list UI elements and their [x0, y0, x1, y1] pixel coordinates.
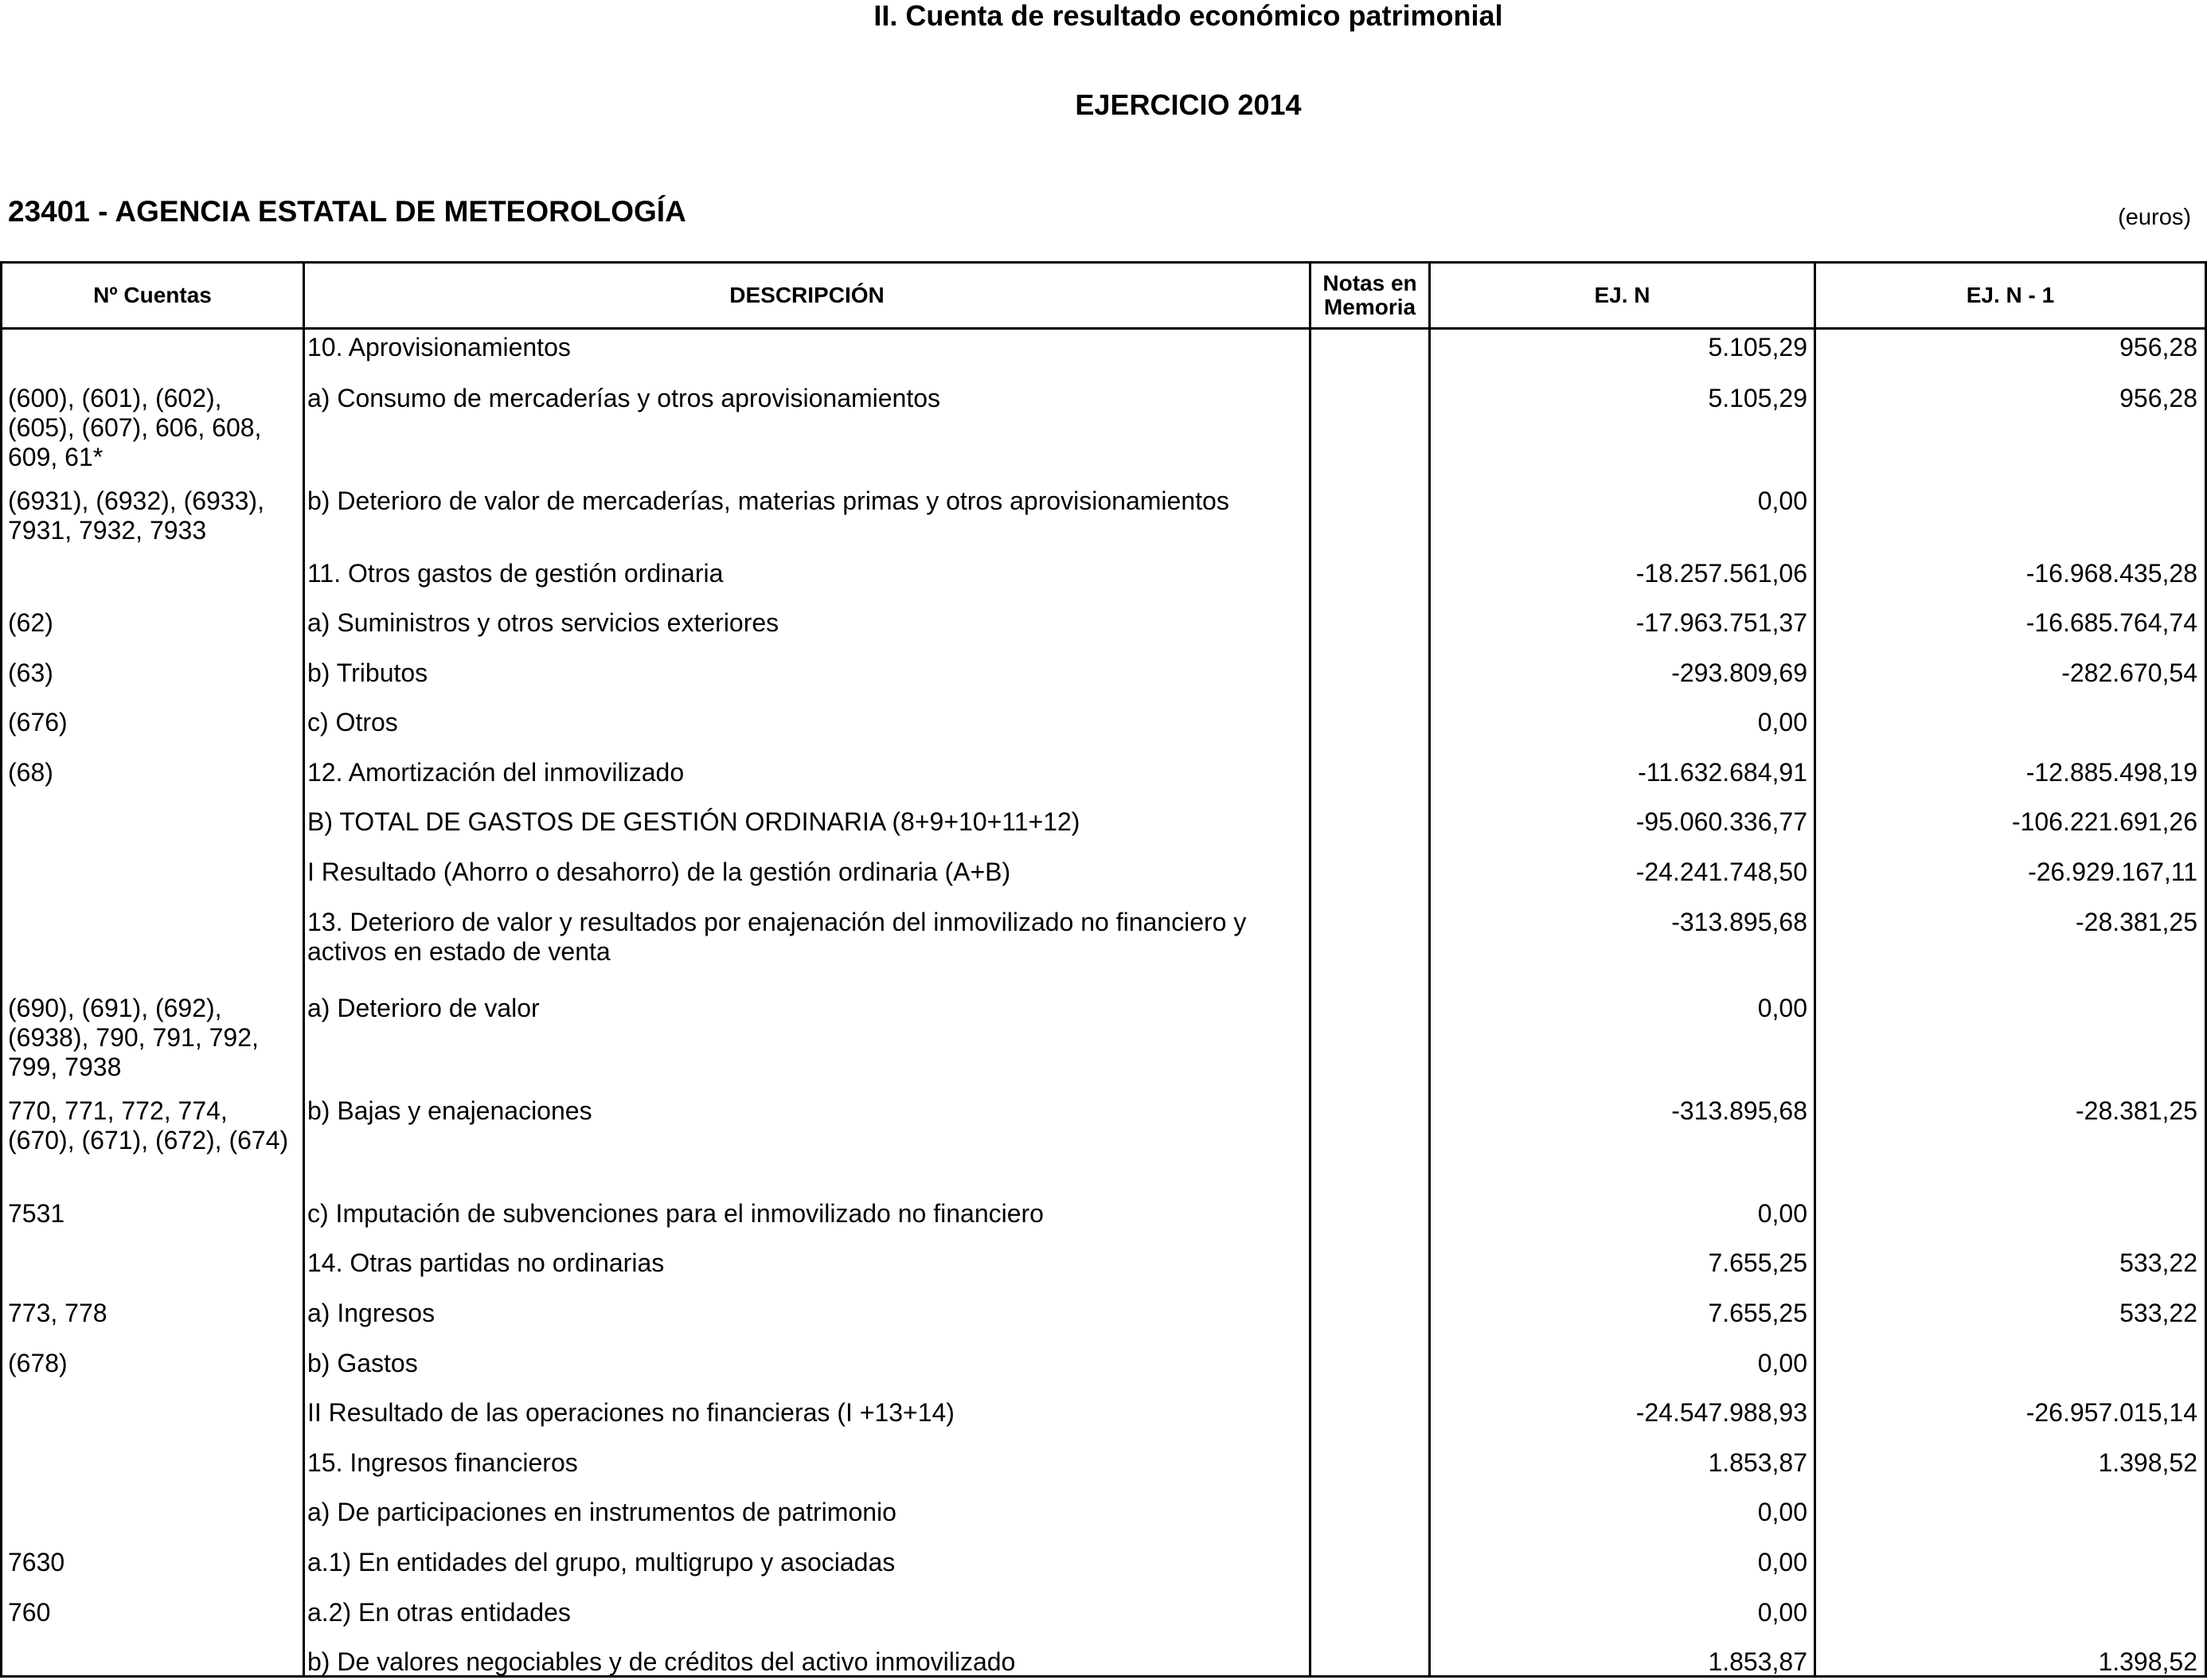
current-year-value: 0,00 — [1757, 486, 1807, 515]
header-current-year: EJ. N — [1594, 283, 1650, 307]
previous-year-value: -26.957.015,14 — [2025, 1398, 2197, 1427]
report-fiscal-year: EJERCICIO 2014 — [1075, 88, 1302, 121]
row-description: c) Otros — [307, 708, 398, 736]
current-year-value: -95.060.336,77 — [1635, 807, 1807, 836]
account-codes: (676) — [8, 708, 68, 736]
account-codes: (63) — [8, 658, 53, 687]
account-codes: (62) — [8, 608, 53, 637]
row-description: II Resultado de las operaciones no financieras (I +13+14) — [307, 1398, 955, 1427]
header-notes-line2: Memoria — [1323, 295, 1416, 319]
column-divider — [303, 264, 305, 1675]
current-year-value: 1.853,87 — [1708, 1448, 1807, 1477]
previous-year-value: -282.670,54 — [2061, 658, 2197, 687]
row-description: 10. Aprovisionamientos — [307, 333, 571, 361]
current-year-value: 5.105,29 — [1708, 384, 1807, 412]
column-divider — [1814, 264, 1816, 1675]
row-description: a) Deterioro de valor — [307, 994, 540, 1022]
header-description: DESCRIPCIÓN — [729, 283, 885, 307]
row-description: a.2) En otras entidades — [307, 1598, 571, 1627]
row-description: a.1) En entidades del grupo, multigrupo y asociadas — [307, 1548, 896, 1576]
previous-year-value: -26.929.167,11 — [2028, 858, 2197, 886]
account-codes: (6931), (6932), (6933), 7931, 7932, 7933 — [8, 486, 264, 545]
current-year-value: 0,00 — [1757, 1199, 1807, 1228]
row-description: c) Imputación de subvenciones para el inmovilizado no financiero — [307, 1199, 1044, 1228]
row-description: b) Gastos — [307, 1349, 418, 1377]
current-year-value: 0,00 — [1757, 1548, 1807, 1576]
row-description: I Resultado (Ahorro o desahorro) de la gestión ordinaria (A+B) — [307, 858, 1011, 886]
account-codes: (68) — [8, 758, 53, 787]
current-year-value: -24.547.988,93 — [1635, 1398, 1807, 1427]
entity-name: 23401 - AGENCIA ESTATAL DE METEOROLOGÍA — [8, 195, 686, 228]
account-codes: (690), (691), (692), (6938), 790, 791, 792, 799, 7938 — [8, 994, 259, 1081]
previous-year-value: 1.398,52 — [2098, 1647, 2197, 1676]
previous-year-value: 956,28 — [2119, 333, 2197, 361]
account-codes: (600), (601), (602), (605), (607), 606, 608, 609, 61* — [8, 384, 262, 471]
previous-year-value: -16.968.435,28 — [2025, 559, 2197, 588]
current-year-value: -24.241.748,50 — [1635, 858, 1807, 886]
previous-year-value: -106.221.691,26 — [2011, 807, 2197, 836]
current-year-value: 1.853,87 — [1708, 1647, 1807, 1676]
current-year-value: 7.655,25 — [1708, 1248, 1807, 1277]
row-description: a) Consumo de mercaderías y otros aprovisionamientos — [307, 384, 941, 412]
previous-year-value: 533,22 — [2119, 1248, 2197, 1277]
row-description: B) TOTAL DE GASTOS DE GESTIÓN ORDINARIA (8+9+10+11+12) — [307, 807, 1080, 836]
row-description: 11. Otros gastos de gestión ordinaria — [307, 559, 724, 588]
current-year-value: 0,00 — [1757, 1598, 1807, 1627]
row-description: a) Ingresos — [307, 1299, 436, 1327]
previous-year-value: 1.398,52 — [2098, 1448, 2197, 1477]
row-description: 12. Amortización del inmovilizado — [307, 758, 685, 787]
current-year-value: 0,00 — [1757, 1498, 1807, 1526]
account-codes: (678) — [8, 1349, 68, 1377]
report-title: II. Cuenta de resultado económico patrimonial — [873, 0, 1503, 32]
header-notes-line1: Notas en — [1322, 271, 1417, 295]
row-description: 13. Deterioro de valor y resultados por enajenación del inmovilizado no financiero y activos en estado de venta — [307, 908, 1247, 966]
current-year-value: 0,00 — [1757, 1349, 1807, 1377]
row-description: b) Bajas y enajenaciones — [307, 1096, 592, 1125]
current-year-value: -11.632.684,91 — [1638, 758, 1807, 787]
account-codes: 770, 771, 772, 774, (670), (671), (672), (674) — [8, 1096, 289, 1155]
row-description: 14. Otras partidas no ordinarias — [307, 1248, 665, 1277]
current-year-value: -293.809,69 — [1671, 658, 1807, 687]
account-codes: 773, 778 — [8, 1299, 107, 1327]
row-description: 15. Ingresos financieros — [307, 1448, 578, 1477]
current-year-value: 0,00 — [1757, 994, 1807, 1022]
row-description: a) Suministros y otros servicios exteriores — [307, 608, 779, 637]
currency-units: (euros) — [2118, 205, 2191, 230]
row-description: b) Deterioro de valor de mercaderías, materias primas y otros aprovisionamientos — [307, 486, 1229, 515]
previous-year-value: 956,28 — [2119, 384, 2197, 412]
row-description: b) Tributos — [307, 658, 428, 687]
previous-year-value: -16.685.764,74 — [2025, 608, 2197, 637]
header-divider — [2, 327, 2205, 330]
previous-year-value: 533,22 — [2119, 1299, 2197, 1327]
previous-year-value: -28.381,25 — [2075, 1096, 2197, 1125]
previous-year-value: -28.381,25 — [2075, 908, 2197, 936]
header-accounts: Nº Cuentas — [93, 283, 212, 307]
account-codes: 760 — [8, 1598, 51, 1627]
current-year-value: -313.895,68 — [1671, 908, 1807, 936]
previous-year-value: -12.885.498,19 — [2025, 758, 2197, 787]
current-year-value: 5.105,29 — [1708, 333, 1807, 361]
current-year-value: 7.655,25 — [1708, 1299, 1807, 1327]
account-codes: 7630 — [8, 1548, 65, 1576]
column-divider — [1309, 264, 1311, 1675]
current-year-value: -313.895,68 — [1671, 1096, 1807, 1125]
account-codes: 7531 — [8, 1199, 65, 1228]
current-year-value: -17.963.751,37 — [1635, 608, 1807, 637]
current-year-value: -18.257.561,06 — [1635, 559, 1807, 588]
row-description: a) De participaciones en instrumentos de patrimonio — [307, 1498, 896, 1526]
header-previous-year: EJ. N - 1 — [1966, 283, 2055, 307]
current-year-value: 0,00 — [1757, 708, 1807, 736]
row-description: b) De valores negociables y de créditos del activo inmovilizado — [307, 1647, 1016, 1676]
header-notes — [1311, 264, 1428, 327]
